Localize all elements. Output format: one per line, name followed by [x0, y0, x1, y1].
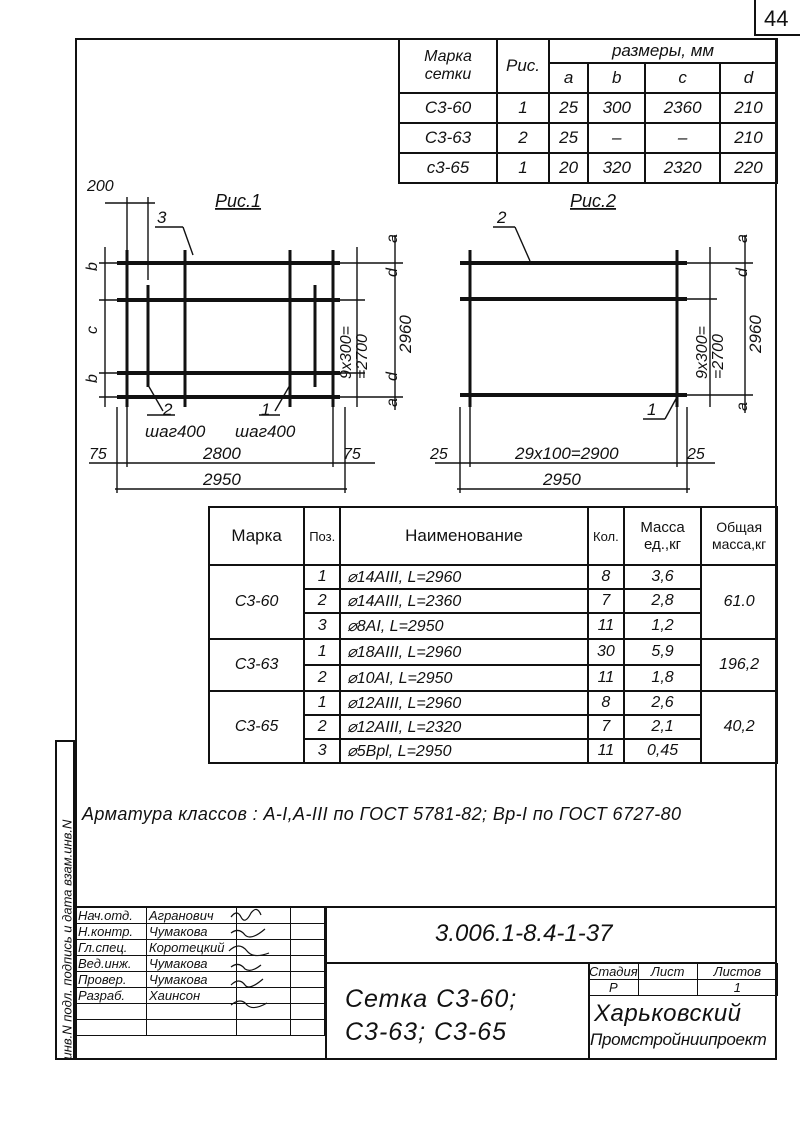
stamp-row [76, 1020, 325, 1036]
fig2-title: Рис.2 [570, 191, 617, 211]
signature-mark [231, 929, 265, 937]
cell: 3,6 [624, 565, 701, 589]
title-line-1: Сетка С3-60; [345, 985, 518, 1013]
signatures [225, 907, 275, 1017]
stage-value: Р [589, 980, 639, 996]
cell: 2,8 [624, 589, 701, 613]
dims-row [399, 123, 777, 153]
cell [291, 972, 325, 988]
cell: Нач.отд. [76, 908, 147, 924]
spec-header-mass: Масса ед.,кг [624, 507, 701, 565]
spec-row [209, 565, 777, 589]
drawings [75, 175, 777, 505]
fig1-a-bottom: a [384, 398, 401, 407]
sheets-value: 1 [697, 980, 777, 996]
cell: 2320 [645, 153, 720, 183]
cell: 1,8 [624, 665, 701, 691]
spec-row [209, 691, 777, 715]
cell: 7 [588, 589, 624, 613]
cell: ⌀14АIII, L=2360 [340, 589, 588, 613]
dims-header-marka: Марка сетки [399, 39, 497, 93]
cell: Коротецкий [146, 940, 236, 956]
stamp-row [76, 972, 325, 988]
cell: 2 [497, 123, 549, 153]
cell: 210 [720, 93, 777, 123]
cell: Чумакова [146, 972, 236, 988]
cell: Н.контр. [76, 924, 147, 940]
cell [236, 1020, 291, 1036]
cell [76, 1020, 147, 1036]
cell [291, 1020, 325, 1036]
cell: 1 [304, 691, 340, 715]
fig2-pos1: 1 [647, 400, 657, 419]
spec-total: 61.0 [701, 565, 777, 639]
spec-total: 40,2 [701, 691, 777, 763]
fig1-b-bottom: b [84, 374, 101, 383]
spec-marka: С3-63 [209, 639, 304, 691]
cell: 7 [588, 715, 624, 739]
cell: 2,6 [624, 691, 701, 715]
side-stamp [55, 740, 75, 1060]
stamp-row [76, 1004, 325, 1020]
fig1-d-top: d [384, 268, 401, 277]
dims-header-b: b [588, 63, 645, 93]
cell [291, 940, 325, 956]
cell: 3 [304, 613, 340, 639]
cell: 25 [549, 123, 588, 153]
cell: Вед.инж. [76, 956, 147, 972]
cell [146, 1020, 236, 1036]
stamp-row [76, 924, 325, 940]
cell: 11 [588, 665, 624, 691]
cell: Агранович [146, 908, 236, 924]
cell: 0,45 [624, 739, 701, 763]
spec-marka: С3-65 [209, 691, 304, 763]
fig1-w2800: 2800 [203, 444, 241, 463]
stamp-row [76, 908, 325, 924]
signature-mark [229, 946, 269, 956]
spec-row [209, 639, 777, 665]
spec-header-kol: Кол. [588, 507, 624, 565]
page-number-box [754, 0, 800, 36]
stamp-row [76, 956, 325, 972]
org-line-1: Харьковский [594, 1000, 742, 1027]
cell: 1 [304, 639, 340, 665]
cell: ⌀10АI, L=2950 [340, 665, 588, 691]
cell: С3-60 [399, 93, 497, 123]
cell: Провер. [76, 972, 147, 988]
cell: ⌀8АI, L=2950 [340, 613, 588, 639]
cell [291, 988, 325, 1004]
signature-mark [231, 964, 261, 970]
cell: 210 [720, 123, 777, 153]
cell: 300 [588, 93, 645, 123]
cell: 30 [588, 639, 624, 665]
fig1-d-bottom: d [384, 372, 401, 381]
cell: Гл.спец. [76, 940, 147, 956]
fig1-top-dim: 200 [87, 178, 114, 195]
cell: 8 [588, 565, 624, 589]
cell: 2 [304, 665, 340, 691]
cell: Чумакова [146, 924, 236, 940]
dims-header-d: d [720, 63, 777, 93]
spec-header-poz: Поз. [304, 507, 340, 565]
fig1-left75: 75 [89, 446, 107, 463]
dims-header-ris: Рис. [497, 39, 549, 93]
page-number: 44 [764, 6, 789, 31]
fig1-step-right: шаг400 [235, 422, 296, 441]
fig1-pos1: 1 [261, 400, 271, 419]
spec-header-name: Наименование [340, 507, 588, 565]
cell: 1 [497, 153, 549, 183]
cell: ⌀14АIII, L=2960 [340, 565, 588, 589]
sheets-header: Листов [697, 964, 777, 980]
dims-header-c: c [645, 63, 720, 93]
spec-table [208, 506, 778, 764]
signature-mark [231, 909, 261, 920]
cell [76, 1004, 147, 1020]
spec-marka: С3-60 [209, 565, 304, 639]
fig2-w2950: 2950 [543, 470, 581, 489]
cell: 11 [588, 613, 624, 639]
side-label: инв.N подл. подпись и дата взам.инв.N [59, 819, 75, 1060]
fig2-mid-dim-1: 9х300= [694, 326, 711, 379]
dims-header-a: a [549, 63, 588, 93]
fig1-mid-dim-1: 9х300= [338, 326, 355, 379]
cell: 320 [588, 153, 645, 183]
fig1-b-top: b [84, 262, 101, 271]
fig1-mid-dim-2: =2700 [354, 334, 371, 379]
fig2-d-top: d [734, 268, 751, 277]
cell: 2 [304, 715, 340, 739]
fig1-step-left: шаг400 [145, 422, 206, 441]
sheet-value [638, 980, 697, 996]
stamp-row [76, 988, 325, 1004]
cell: Чумакова [146, 956, 236, 972]
reinforcement-note: Арматура классов : А-I,А-III по ГОСТ 5781-82; Вр-I по ГОСТ 6727-80 [82, 804, 682, 824]
signature-mark [231, 1001, 267, 1008]
cell: с3-65 [399, 153, 497, 183]
cell: 8 [588, 691, 624, 715]
stage-table [588, 963, 778, 996]
fig1-total-h: 2960 [396, 315, 415, 353]
fig2-w2900: 29х100=2900 [515, 444, 619, 463]
cell: 2 [304, 589, 340, 613]
cell: ⌀12АIII, L=2960 [340, 691, 588, 715]
cell: 1 [497, 93, 549, 123]
fig1-c: c [84, 326, 101, 334]
fig2-total-h: 2960 [746, 315, 765, 353]
cell [146, 1004, 236, 1020]
cell: – [645, 123, 720, 153]
fig1-title: Рис.1 [215, 191, 262, 211]
stage-header: Стадия [589, 964, 638, 979]
cell: 1 [304, 565, 340, 589]
fig1-pos2: 2 [163, 400, 173, 419]
signature-table [75, 907, 325, 1036]
cell: 20 [549, 153, 588, 183]
fig1-a-top: a [384, 234, 401, 243]
dims-table [398, 38, 778, 184]
cell [291, 1004, 325, 1020]
fig2-right25: 25 [687, 446, 705, 463]
stamp-row [76, 940, 325, 956]
cell: 11 [588, 739, 624, 763]
fig2-a-bottom: a [734, 402, 751, 411]
cell: Хаинсон [146, 988, 236, 1004]
dims-header-sizes: размеры, мм [549, 39, 777, 63]
fig1-right75: 75 [343, 446, 361, 463]
cell: ⌀12АIII, L=2320 [340, 715, 588, 739]
cell: ⌀5Bpl, L=2950 [340, 739, 588, 763]
fig2-mid-dim-2: =2700 [710, 334, 727, 379]
cell: 1,2 [624, 613, 701, 639]
org-line-2: Промстройниипроект [590, 1030, 767, 1049]
cell: Разраб. [76, 988, 147, 1004]
fig2-a-top: a [734, 234, 751, 243]
cell: ⌀18АIII, L=2960 [340, 639, 588, 665]
fig2-left25: 25 [430, 446, 448, 463]
doc-code: 3.006.1-8.4-1-37 [435, 920, 613, 947]
dims-row [399, 93, 777, 123]
fig1-w2950: 2950 [203, 470, 241, 489]
fig1-pos3: 3 [157, 208, 167, 227]
spec-header-total: Общая масса,кг [701, 507, 777, 565]
spec-header-marka: Марка [209, 507, 304, 565]
cell [291, 924, 325, 940]
cell: 2,1 [624, 715, 701, 739]
cell: 220 [720, 153, 777, 183]
fig2-pos2: 2 [497, 208, 507, 227]
spec-total: 196,2 [701, 639, 777, 691]
signature-mark [231, 979, 263, 987]
cell [291, 908, 325, 924]
cell: 25 [549, 93, 588, 123]
cell [291, 956, 325, 972]
cell: 5,9 [624, 639, 701, 665]
cell: – [588, 123, 645, 153]
title-line-2: С3-63; С3-65 [345, 1018, 508, 1046]
sheet-header: Лист [638, 964, 697, 980]
cell: С3-63 [399, 123, 497, 153]
cell: 2360 [645, 93, 720, 123]
cell: 3 [304, 739, 340, 763]
